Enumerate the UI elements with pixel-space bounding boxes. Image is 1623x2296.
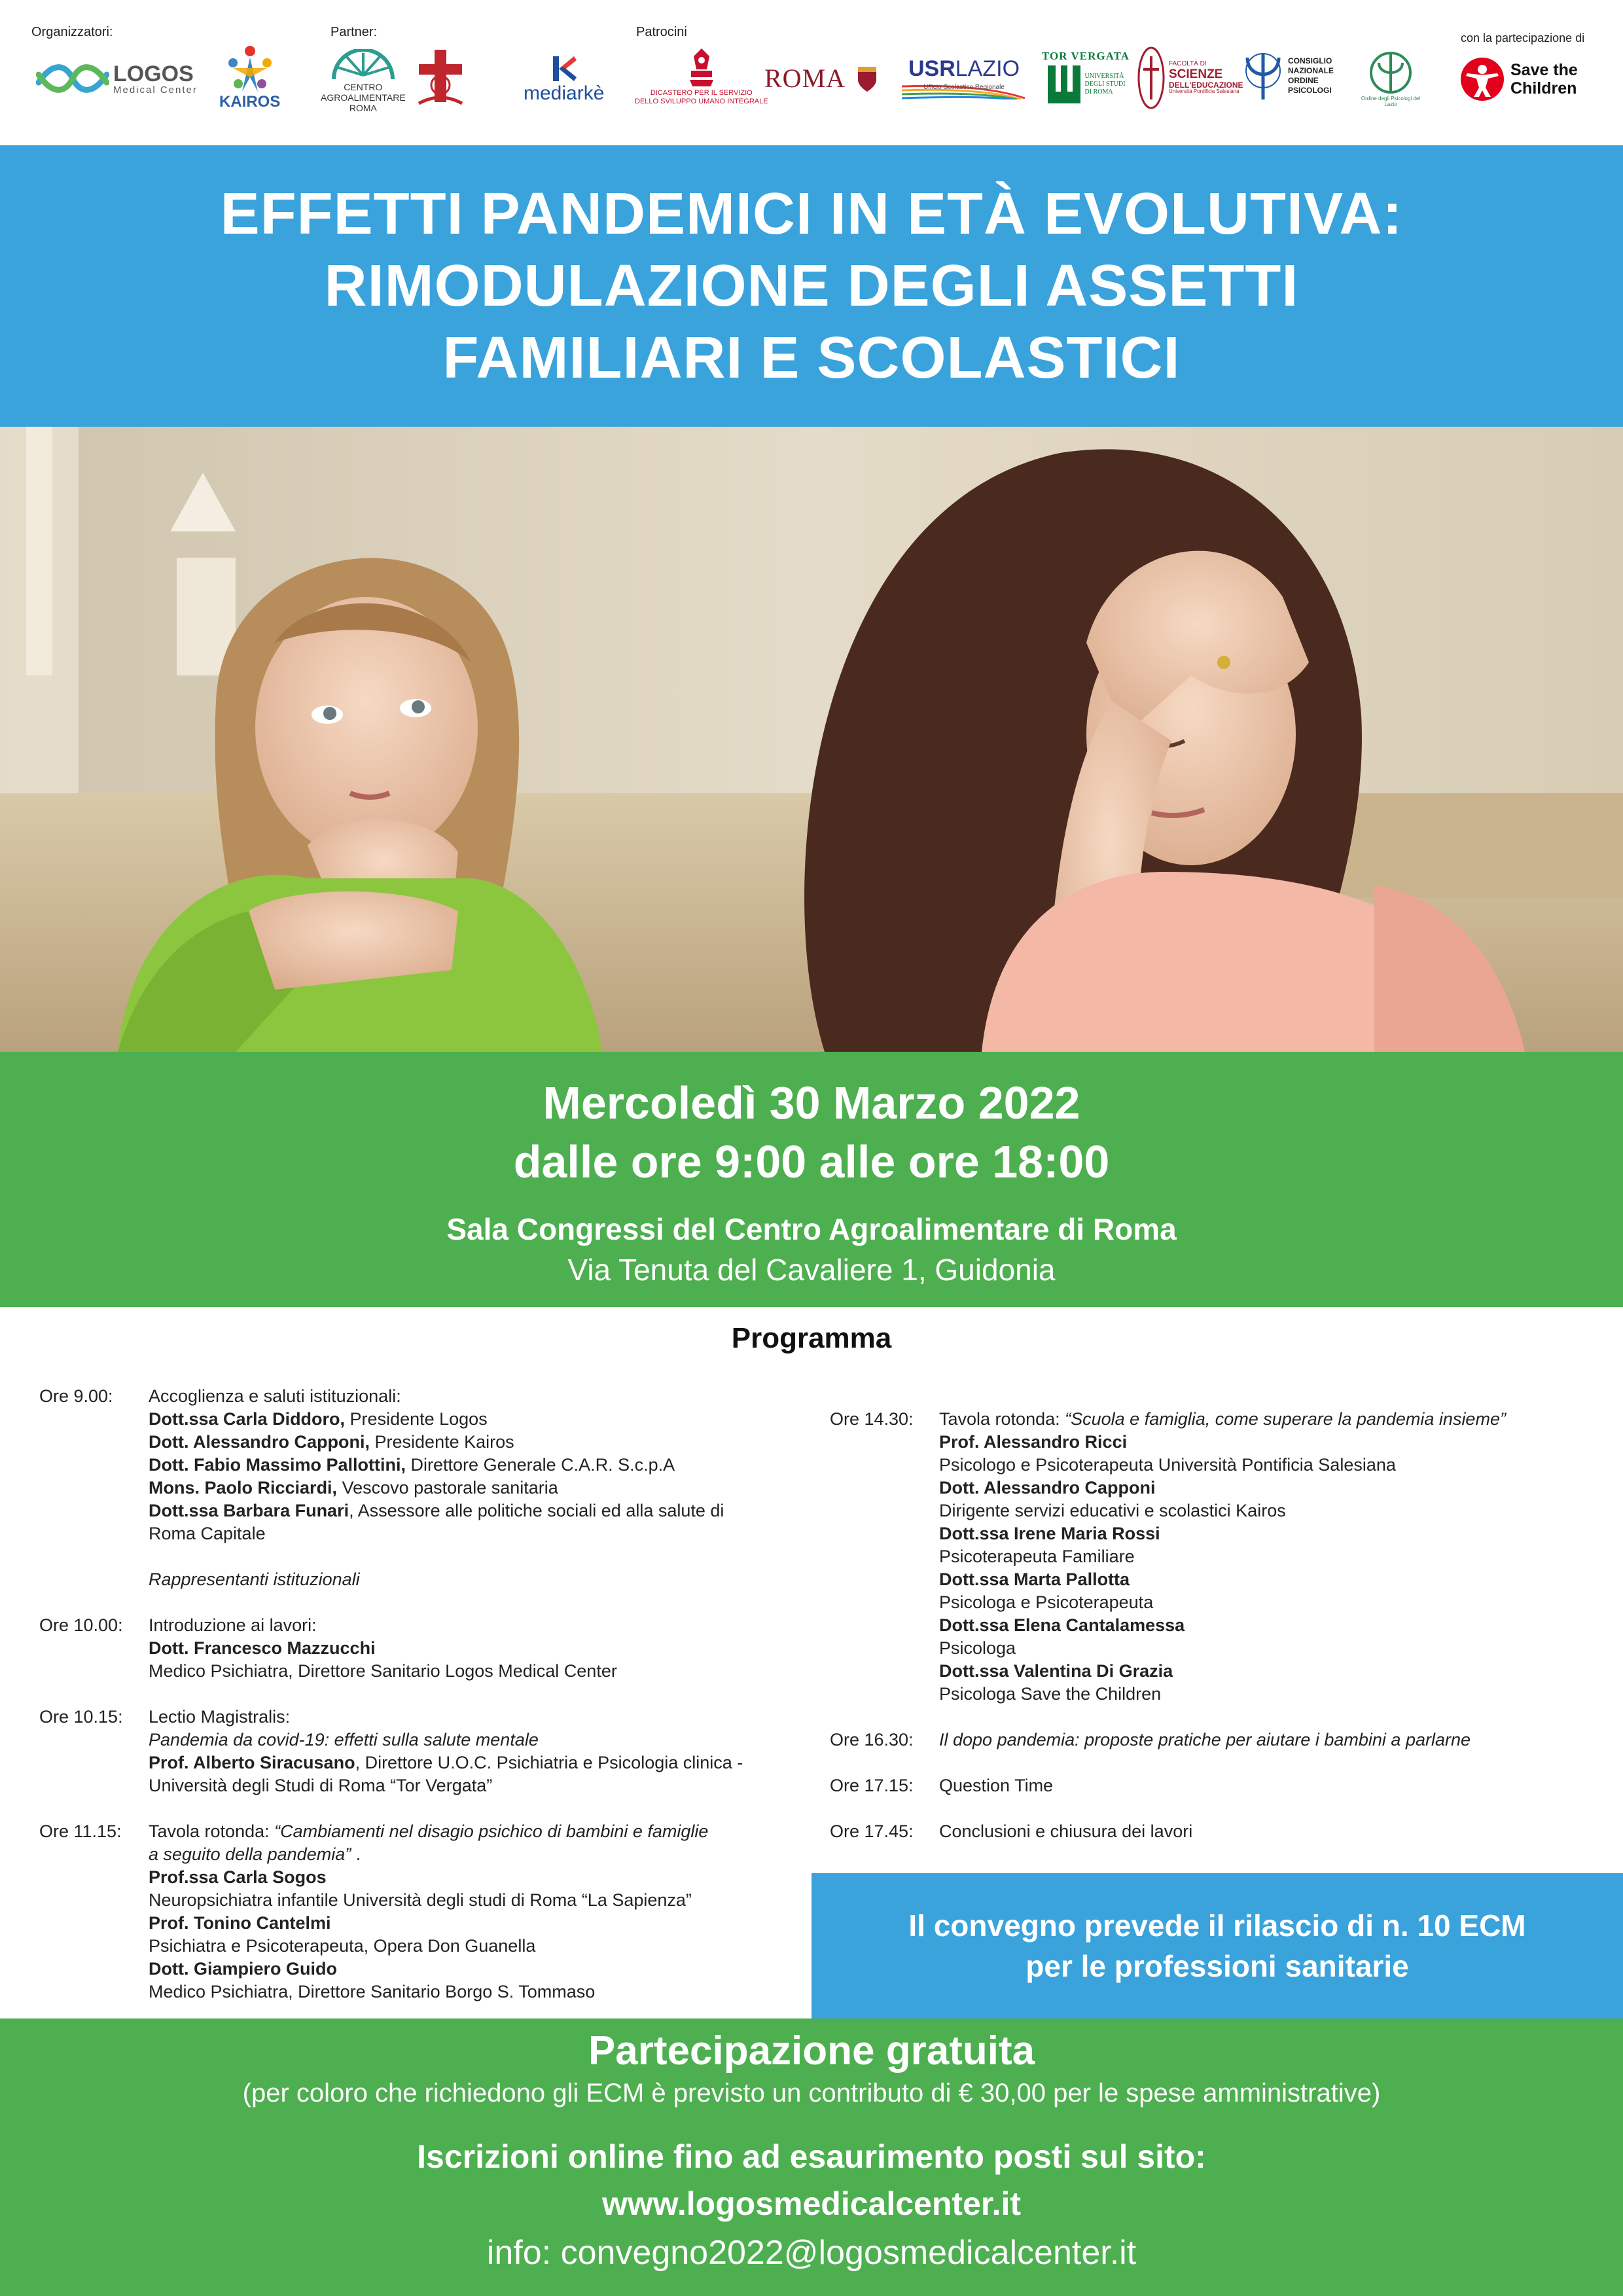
free-participation: Partecipazione gratuita (588, 2028, 1035, 2073)
sun-rays-icon (327, 49, 399, 82)
program-time: Ore 10.00: (39, 1615, 123, 1635)
psi-symbol-icon (1242, 51, 1284, 101)
tor-vergata-shield-icon (1046, 64, 1082, 105)
tor-vergata-logo: TOR VERGATA UNIVERSITÀ DEGLI STUDI DI ROMA (1042, 50, 1130, 105)
program-time: Ore 11.15: (39, 1821, 122, 1841)
opl-circle-icon (1364, 50, 1417, 96)
organizers-label: Organizzatori: (31, 25, 113, 39)
logos-wave-icon (36, 60, 109, 97)
program-item: Ore 11.15: Tavola rotonda: “Cambiamenti nel disagio psichico di bambini e famiglie a seguito della pandemia” . Prof.ssa Carla Sogos Neuropsichiatra infantile Università degli studi di Roma “La Sapienza” Prof. Tonino Cantelmi Psichiatra e Psicoterapeuta, Opera Don Guanella Dott. Giampiero Guido Medico Psichiatra, Direttore Sanitario Borgo S. Tommaso (39, 1820, 798, 2003)
ecm-line-2: per le professioni sanitarie (1026, 1949, 1409, 1983)
program-item: Ore 10.15: Lectio Magistralis: Pandemia da covid-19: effetti sulla salute mentale Prof. Alberto Siracusano, Direttore U.O.C. Psichiatria e Psicologia clinica - Università degli Studi di Roma “Tor Vergata” (39, 1706, 798, 1797)
registration-band (0, 2018, 1623, 2296)
program-time: Ore 10.15: (39, 1707, 123, 1727)
mediarke-k-icon (549, 54, 579, 84)
ecm-fee-note: (per coloro che richiedono gli ECM è previsto un contributo di € 30,00 per le spese amministrative) (242, 2079, 1381, 2108)
program-time: Ore 14.30: (830, 1409, 914, 1429)
title-banner (0, 145, 1623, 427)
program-right-column (830, 1408, 1602, 1843)
title-line-1: EFFETTI PANDEMICI IN ETÀ EVOLUTIVA: (220, 181, 1403, 247)
papal-emblem-icon (681, 46, 722, 89)
program-item: Ore 10.00: Introduzione ai lavori: Dott. Francesco Mazzucchi Medico Psichiatra, Direttore Sanitario Logos Medical Center (39, 1614, 798, 1683)
venue-name: Sala Congressi del Centro Agroalimentare di Roma (446, 1212, 1177, 1246)
mother-and-daughter-illustration (0, 427, 1623, 1052)
program-time: Ore 17.45: (830, 1821, 914, 1841)
mediarke-logo: mediarkè (524, 54, 604, 103)
sponsor-header (0, 0, 1623, 145)
cnop-logo: CONSIGLIO NAZIONALE ORDINE PSICOLOGI (1242, 51, 1334, 101)
program-item: Ore 17.45: Conclusioni e chiusura dei lavori (830, 1820, 1602, 1843)
save-the-children-logo: Save the Children (1459, 56, 1578, 102)
salesiana-seal-icon (1137, 46, 1165, 110)
roma-capitale-logo: ROMA (764, 63, 878, 94)
kairos-logo: KAIROS (219, 41, 280, 110)
ecm-credits-box (812, 1873, 1623, 2018)
event-hours: dalle ore 9:00 alle ore 18:00 (513, 1136, 1110, 1187)
roma-crest-icon (856, 64, 878, 93)
partner-label: Partner: (330, 25, 378, 39)
program-time: Ore 16.30: (830, 1730, 914, 1749)
event-info-band (0, 1052, 1623, 1307)
ecm-line-1: Il convegno prevede il rilascio di n. 10 ECM (908, 1909, 1526, 1943)
usr-lazio-logo: USRLAZIO Ufficio Scolastico Regionale (902, 58, 1026, 91)
save-the-children-icon (1459, 56, 1505, 102)
program-title: Programma (731, 1322, 892, 1354)
dicastero-logo: DICASTERO PER IL SERVIZIO DELLO SVILUPPO UMANO INTEGRALE (635, 46, 768, 106)
title-line-2: RIMODULAZIONE DEGLI ASSETTI (324, 253, 1299, 319)
program-item: Ore 9.00: Accoglienza e saluti istituzionali: Dott.ssa Carla Diddoro, Presidente Logos Dott. Alessandro Capponi, Presidente Kairos Dott. Fabio Massimo Pallottini, Direttore Generale C.A.R. S.c.p.A Mons. Paolo Ricciardi, Vescovo pastorale sanitaria Dott.ssa Barbara Funari, Assessore alle politiche sociali ed alla salute di Roma Capitale Rappresentanti istituzionali (39, 1385, 798, 1591)
program-time: Ore 17.15: (830, 1776, 914, 1795)
website-link[interactable]: www.logosmedicalcenter.it (602, 2185, 1021, 2222)
kairos-people-icon (223, 41, 277, 96)
program-item: Ore 16.30: Il dopo pandemia: proposte pratiche per aiutare i bambini a parlarne (830, 1729, 1602, 1751)
program-left-column (39, 1385, 798, 2003)
venue-address: Via Tenuta del Cavaliere 1, Guidonia (567, 1253, 1056, 1287)
program-item: Ore 17.15: Question Time (830, 1774, 1602, 1797)
participation-label: con la partecipazione di (1461, 31, 1585, 45)
registration-text: Iscrizioni online fino ad esaurimento posti sul sito: (417, 2138, 1206, 2175)
title-line-3: FAMILIARI E SCOLASTICI (442, 325, 1181, 391)
fse-salesiana-logo: FACOLTÀ DI SCIENZE DELL'EDUCAZIONE Università Pontificia Salesiana (1137, 46, 1243, 110)
logos-medical-center-logo: LOGOS Medical Center (36, 60, 198, 97)
program-item: Ore 14.30: Tavola rotonda: “Scuola e famiglia, come superare la pandemia insieme” Prof. Alessandro Ricci Psicologo e Psicoterapeuta Università Pontificia Salesiana Dott. Alessandro Capponi Dirigente servizi educativi e scolastici Kairos Dott.ssa Irene Maria Rossi Psicoterapeuta Familiare Dott.ssa Marta Pallotta Psicologa e Psicoterapeuta Dott.ssa Elena Cantalamessa Psicologa Dott.ssa Valentina Di Grazia Psicologa Save the Children (830, 1408, 1602, 1706)
opl-logo: Ordine degli Psicologi del Lazio (1355, 50, 1427, 107)
car-roma-logo: CENTRO AGROALIMENTARE ROMA (321, 49, 406, 113)
hero-photo (0, 427, 1623, 1052)
program-time: Ore 9.00: (39, 1386, 113, 1406)
cross-icon (412, 46, 469, 109)
contact-email[interactable]: info: convegno2022@logosmedicalcenter.it (486, 2234, 1137, 2272)
diocese-cross-logo (412, 46, 469, 109)
patrocini-label: Patrocini (636, 25, 687, 39)
event-date: Mercoledì 30 Marzo 2022 (543, 1077, 1080, 1128)
